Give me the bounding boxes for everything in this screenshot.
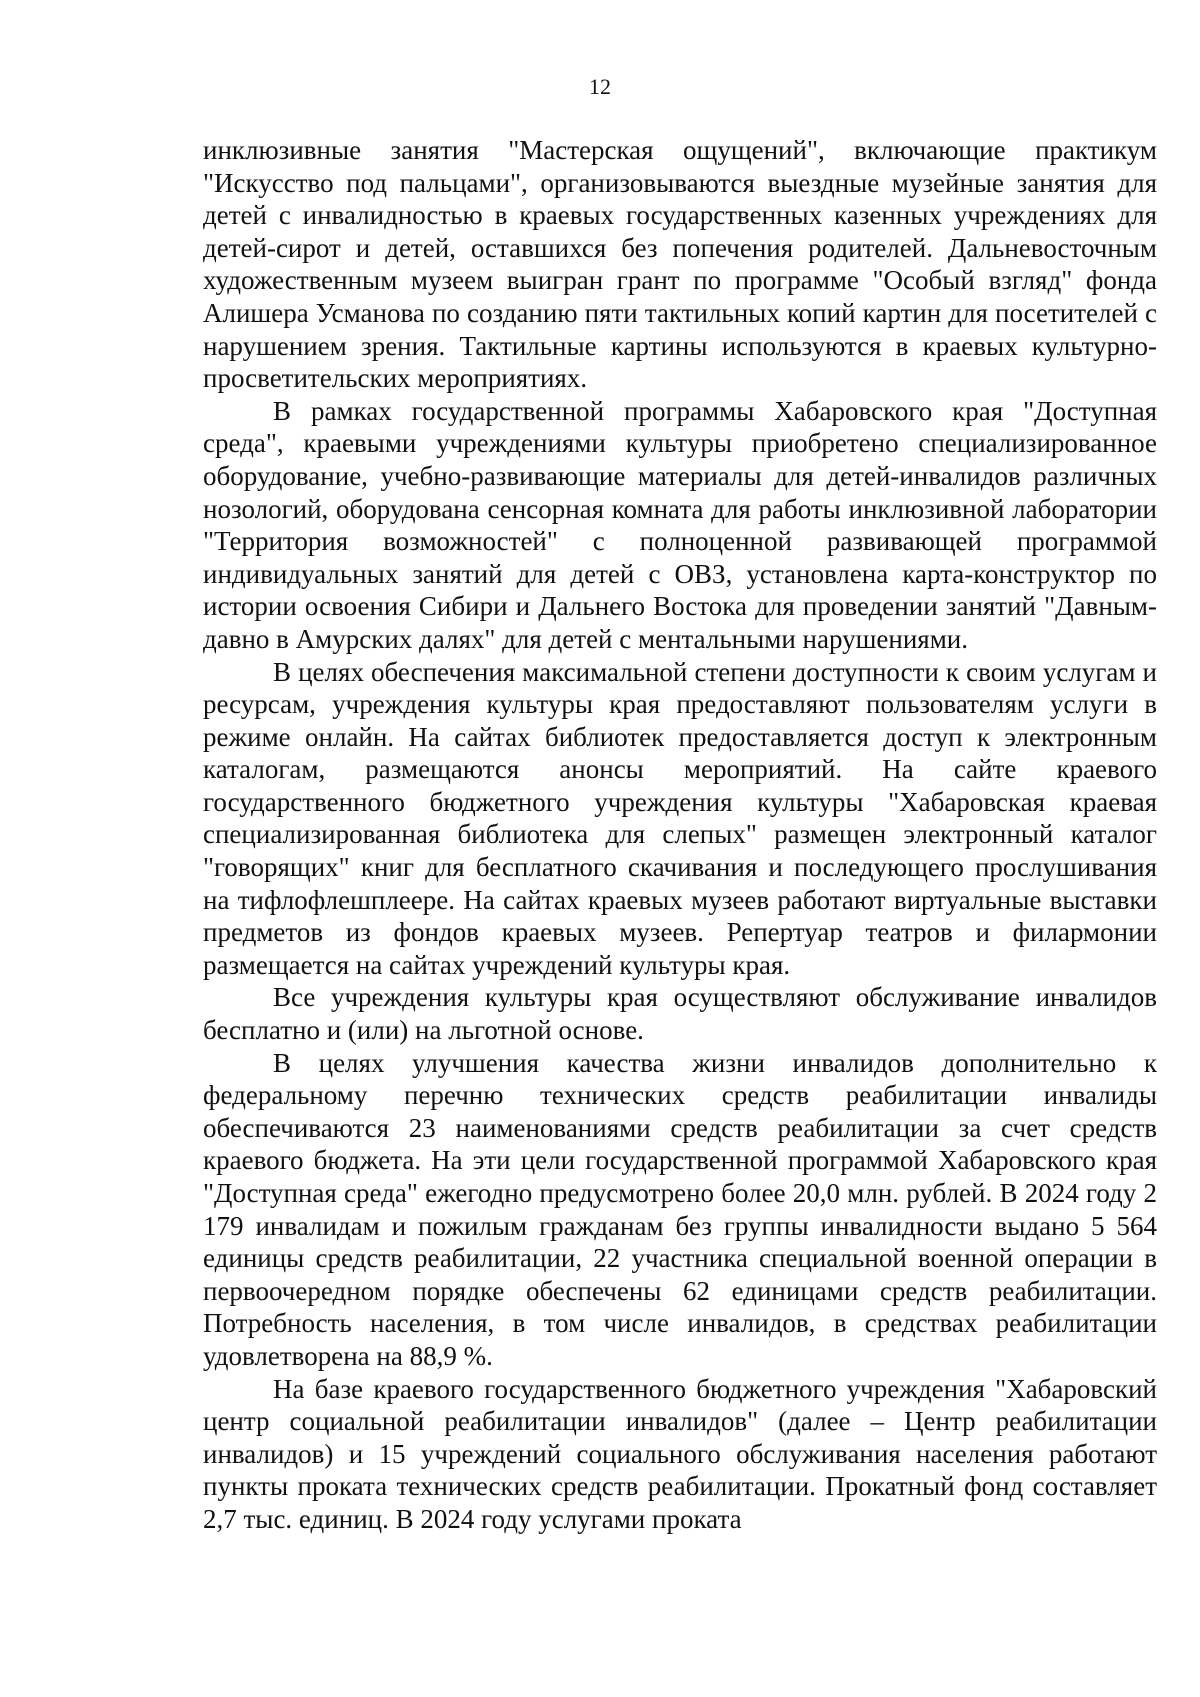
document-body (203, 134, 1157, 1536)
page-number: 12 (589, 74, 611, 99)
paragraph: В рамках государственной программы Хабаровского края "Доступная среда", краевыми учреждениями культуры приобретено специализированное оборудование, учебно-развивающие материалы для детей-инвалидов различных нозологий, оборудована сенсорная комната для работы инклюзивной лаборатории "Территория возможностей" с полноценной развивающей программой индивидуальных занятий для детей с ОВЗ, установлена карта-конструктор по истории освоения Сибири и Дальнего Востока для проведении занятий "Давным-давно в Амурских далях" для детей с ментальными нарушениями. (203, 395, 1157, 654)
paragraph: В целях обеспечения максимальной степени доступности к своим услугам и ресурсам, учреждения культуры края предоставляют пользователям услуги в режиме онлайн. На сайтах библиотек предоставляется доступ к электронным каталогам, размещаются анонсы мероприятий. На сайте краевого государственного бюджетного учреждения культуры "Хабаровская краевая специализированная библиотека для слепых" размещен электронный каталог "говорящих" книг для бесплатного скачивания и последующего прослушивания на тифлофлешплеере. На сайтах краевых музеев работают виртуальные выставки предметов из фондов краевых музеев. Репертуар театров и филармонии размещается на сайтах учреждений культуры края. (203, 656, 1157, 980)
paragraph: В целях улучшения качества жизни инвалидов дополнительно к федеральному перечню технических средств реабилитации инвалиды обеспечиваются 23 наименованиями средств реабилитации за счет средств краевого бюджета. На эти цели государственной программой Хабаровского края "Доступная среда" ежегодно предусмотрено более 20,0 млн. рублей. В 2024 году 2 179 инвалидам и пожилым гражданам без группы инвалидности выдано 5 564 единицы средств реабилитации, 22 участника специальной военной операции в первоочередном порядке обеспечены 62 единицами средств реабилитации. Потребность населения, в том числе инвалидов, в средствах реабилитации удовлетворена на 88,9 %. (203, 1047, 1157, 1371)
paragraph: На базе краевого государственного бюджетного учреждения "Хабаровский центр социальной реабилитации инвалидов" (далее – Центр реабилитации инвалидов) и 15 учреждений социального обслуживания населения работают пункты проката технических средств реабилитации. Прокатный фонд составляет 2,7 тыс. единиц. В 2024 году услугами проката (203, 1373, 1157, 1534)
paragraph: Все учреждения культуры края осуществляют обслуживание инвалидов бесплатно и (или) на льготной основе. (203, 982, 1157, 1046)
paragraph: инклюзивные занятия "Мастерская ощущений", включающие практикум "Искусство под пальцами", организовываются выездные музейные занятия для детей с инвалидностью в краевых государственных казенных учреждениях для детей-сирот и детей, оставшихся без попечения родителей. Дальневосточным художественным музеем выигран грант по программе "Особый взгляд" фонда Алишера Усманова по созданию пяти тактильных копий картин для посетителей с нарушением зрения. Тактильные картины используются в краевых культурно-просветительских мероприятиях. (203, 135, 1157, 394)
